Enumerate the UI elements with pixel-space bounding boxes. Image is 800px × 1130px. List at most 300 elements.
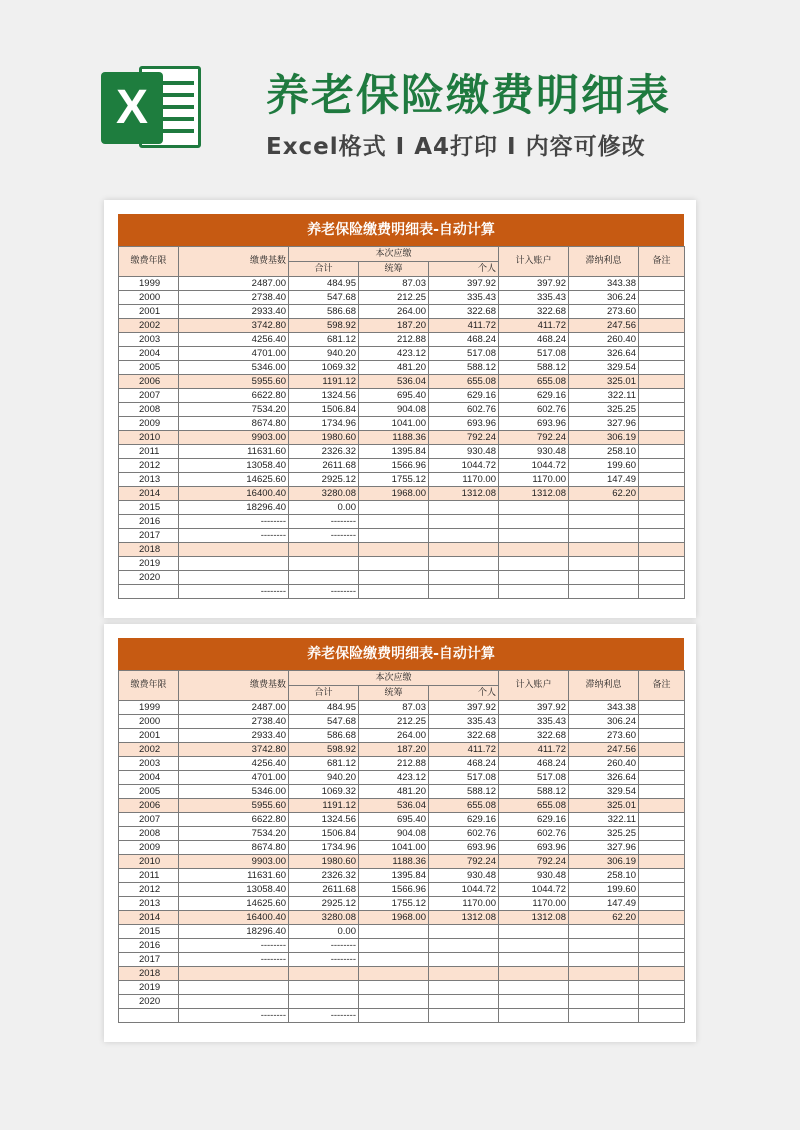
cell-year: 2010 [119,855,179,869]
cell-base: -------- [179,515,289,529]
table-row [119,431,685,445]
cell-note [639,571,685,585]
cell-interest: 343.38 [569,277,639,291]
table-row [119,841,685,855]
cell-note [639,953,685,967]
table-row [119,995,685,1009]
cell-note [639,1009,685,1023]
cell-account: 588.12 [499,785,569,799]
cell-base: 2933.40 [179,729,289,743]
cell-account: 602.76 [499,827,569,841]
cell-note [639,389,685,403]
header-current: 本次应缴 [289,671,499,686]
cell-note [639,403,685,417]
cell-interest [569,543,639,557]
cell-total: 2611.68 [289,883,359,897]
header-account: 计入账户 [499,671,569,701]
cell-personal: 792.24 [429,431,499,445]
cell-personal: 335.43 [429,291,499,305]
table-row [119,585,685,599]
cell-interest: 247.56 [569,319,639,333]
header-note: 备注 [639,671,685,701]
cell-year: 2009 [119,417,179,431]
cell-personal [429,925,499,939]
cell-account [499,543,569,557]
cell-year: 2005 [119,785,179,799]
table-row [119,347,685,361]
cell-base [179,543,289,557]
cell-interest: 325.01 [569,375,639,389]
cell-base: -------- [179,953,289,967]
cell-base: 3742.80 [179,319,289,333]
cell-account [499,1009,569,1023]
cell-year: 1999 [119,277,179,291]
cell-base: 5346.00 [179,785,289,799]
cell-base: 4701.00 [179,347,289,361]
cell-note [639,771,685,785]
cell-interest: 327.96 [569,841,639,855]
table-row [119,557,685,571]
header-interest: 滞纳利息 [569,671,639,701]
cell-total: 1980.60 [289,855,359,869]
cell-base: 6622.80 [179,813,289,827]
cell-base: 16400.40 [179,911,289,925]
cell-total: 2611.68 [289,459,359,473]
table-row [119,799,685,813]
cell-total: 0.00 [289,501,359,515]
cell-year: 2012 [119,459,179,473]
table-row [119,1009,685,1023]
cell-interest: 273.60 [569,729,639,743]
cell-year [119,585,179,599]
cell-account: 629.16 [499,813,569,827]
cell-pool [359,529,429,543]
cell-year: 2010 [119,431,179,445]
cell-personal [429,995,499,1009]
cell-total: 598.92 [289,319,359,333]
cell-pool: 423.12 [359,347,429,361]
cell-account [499,557,569,571]
cell-account: 602.76 [499,403,569,417]
cell-base: 2487.00 [179,701,289,715]
cell-base [179,967,289,981]
cell-account: 411.72 [499,319,569,333]
cell-year: 2000 [119,291,179,305]
table-header-row [119,671,685,686]
cell-personal: 1044.72 [429,883,499,897]
cell-account: 397.92 [499,277,569,291]
cell-pool [359,571,429,585]
cell-year: 2016 [119,515,179,529]
cell-total: 2925.12 [289,473,359,487]
cell-account [499,571,569,585]
cell-note [639,967,685,981]
cell-total: 3280.08 [289,911,359,925]
cell-interest [569,981,639,995]
table-row [119,757,685,771]
cell-interest [569,967,639,981]
cell-interest: 327.96 [569,417,639,431]
table-row [119,319,685,333]
cell-total: 1506.84 [289,827,359,841]
cell-total: -------- [289,1009,359,1023]
cell-interest: 326.64 [569,771,639,785]
cell-account: 468.24 [499,333,569,347]
cell-note [639,291,685,305]
cell-year: 2020 [119,995,179,1009]
cell-year: 2003 [119,757,179,771]
cell-pool [359,953,429,967]
cell-note [639,883,685,897]
cell-year: 2014 [119,911,179,925]
cell-year: 2018 [119,543,179,557]
cell-pool: 904.08 [359,403,429,417]
cell-year: 2008 [119,403,179,417]
cell-total: 1191.12 [289,375,359,389]
cell-interest: 62.20 [569,487,639,501]
table-row [119,515,685,529]
cell-note [639,487,685,501]
cell-personal: 693.96 [429,841,499,855]
cell-pool: 1968.00 [359,911,429,925]
cell-pool: 481.20 [359,785,429,799]
cell-total: 1506.84 [289,403,359,417]
table-row [119,389,685,403]
cell-interest: 325.01 [569,799,639,813]
cell-interest: 306.24 [569,715,639,729]
cell-total: 940.20 [289,771,359,785]
cell-total: 586.68 [289,305,359,319]
cell-base: 8674.80 [179,841,289,855]
cell-personal: 322.68 [429,729,499,743]
table-row [119,529,685,543]
header-personal: 个人 [429,686,499,701]
cell-total: -------- [289,529,359,543]
cell-interest: 322.11 [569,389,639,403]
cell-total: 1734.96 [289,841,359,855]
cell-interest: 147.49 [569,473,639,487]
cell-personal [429,981,499,995]
cell-account: 655.08 [499,375,569,389]
header-base: 缴费基数 [179,671,289,701]
cell-year: 2004 [119,771,179,785]
cell-base: 4256.40 [179,333,289,347]
cell-total [289,995,359,1009]
cell-personal: 1044.72 [429,459,499,473]
cell-base: 13058.40 [179,883,289,897]
cell-note [639,445,685,459]
table-row [119,925,685,939]
table-row [119,813,685,827]
table-row [119,953,685,967]
cell-personal: 397.92 [429,277,499,291]
cell-pool: 212.25 [359,715,429,729]
cell-account: 1312.08 [499,911,569,925]
table-row [119,291,685,305]
cell-note [639,305,685,319]
cell-year: 2020 [119,571,179,585]
cell-base [179,557,289,571]
cell-note [639,375,685,389]
cell-personal: 322.68 [429,305,499,319]
cell-year: 2019 [119,557,179,571]
cell-base: 4256.40 [179,757,289,771]
cell-base: 2933.40 [179,305,289,319]
cell-account [499,981,569,995]
cell-pool: 1188.36 [359,431,429,445]
cell-account: 1044.72 [499,459,569,473]
cell-note [639,361,685,375]
cell-note [639,473,685,487]
cell-note [639,995,685,1009]
cell-pool [359,501,429,515]
cell-interest [569,529,639,543]
cell-personal: 588.12 [429,785,499,799]
cell-personal: 1170.00 [429,897,499,911]
cell-account [499,501,569,515]
cell-personal: 335.43 [429,715,499,729]
cell-personal: 602.76 [429,827,499,841]
excel-logo-icon [101,60,205,154]
cell-account [499,939,569,953]
cell-account: 588.12 [499,361,569,375]
cell-note [639,813,685,827]
cell-personal: 655.08 [429,375,499,389]
cell-interest [569,925,639,939]
cell-note [639,417,685,431]
cell-total: 1980.60 [289,431,359,445]
cell-year: 2002 [119,319,179,333]
cell-interest: 260.40 [569,757,639,771]
cell-year: 2001 [119,729,179,743]
cell-personal: 517.08 [429,347,499,361]
cell-base: 5955.60 [179,375,289,389]
table-row [119,417,685,431]
cell-year: 2005 [119,361,179,375]
cell-personal: 629.16 [429,813,499,827]
cell-note [639,501,685,515]
cell-note [639,869,685,883]
cell-interest [569,515,639,529]
cell-pool: 1041.00 [359,417,429,431]
cell-pool: 1566.96 [359,459,429,473]
cell-total: 547.68 [289,715,359,729]
sheet-title: 养老保险缴费明细表-自动计算 [118,638,684,670]
cell-pool: 1041.00 [359,841,429,855]
table-row [119,571,685,585]
cell-total [289,557,359,571]
header-year: 缴费年限 [119,671,179,701]
sheet [118,214,684,599]
cell-year: 2003 [119,333,179,347]
cell-personal: 411.72 [429,319,499,333]
cell-personal: 588.12 [429,361,499,375]
cell-pool: 423.12 [359,771,429,785]
cell-account: 1312.08 [499,487,569,501]
header-base: 缴费基数 [179,247,289,277]
cell-base: 9903.00 [179,431,289,445]
cell-note [639,715,685,729]
cell-account: 517.08 [499,771,569,785]
table-row [119,771,685,785]
cell-account: 1044.72 [499,883,569,897]
sheet-title: 养老保险缴费明细表-自动计算 [118,214,684,246]
table-row [119,361,685,375]
table-row [119,701,685,715]
cell-pool [359,585,429,599]
header-account: 计入账户 [499,247,569,277]
cell-year: 2004 [119,347,179,361]
table-row [119,981,685,995]
cell-personal [429,1009,499,1023]
table-row [119,487,685,501]
cell-account: 930.48 [499,869,569,883]
cell-note [639,543,685,557]
cell-interest [569,501,639,515]
cell-base: 3742.80 [179,743,289,757]
cell-note [639,333,685,347]
table-row [119,729,685,743]
cell-total [289,981,359,995]
cell-interest: 329.54 [569,361,639,375]
cell-year: 2017 [119,529,179,543]
table-row [119,855,685,869]
cell-account: 693.96 [499,841,569,855]
cell-interest: 273.60 [569,305,639,319]
cell-total: 547.68 [289,291,359,305]
table-row [119,883,685,897]
cell-year: 2007 [119,813,179,827]
header-interest: 滞纳利息 [569,247,639,277]
table-row [119,403,685,417]
cell-pool: 536.04 [359,799,429,813]
cell-pool: 481.20 [359,361,429,375]
cell-pool: 1755.12 [359,473,429,487]
cell-year: 2011 [119,869,179,883]
cell-pool: 695.40 [359,389,429,403]
cell-personal [429,557,499,571]
cell-total: 1324.56 [289,813,359,827]
cell-note [639,459,685,473]
cell-interest [569,571,639,585]
cell-interest: 306.24 [569,291,639,305]
cell-pool [359,939,429,953]
cell-base [179,981,289,995]
table-row [119,305,685,319]
cell-interest [569,939,639,953]
cell-base: 14625.60 [179,473,289,487]
cell-base: 2487.00 [179,277,289,291]
cell-pool: 1968.00 [359,487,429,501]
cell-personal: 792.24 [429,855,499,869]
cell-total: 681.12 [289,757,359,771]
table-row [119,743,685,757]
cell-note [639,431,685,445]
cell-base: -------- [179,939,289,953]
cell-account: 792.24 [499,855,569,869]
table-row [119,473,685,487]
header-pool: 统筹 [359,686,429,701]
cell-base: 18296.40 [179,925,289,939]
cell-personal: 930.48 [429,445,499,459]
cell-year: 2006 [119,799,179,813]
cell-year: 2009 [119,841,179,855]
cell-interest: 62.20 [569,911,639,925]
cell-total: 3280.08 [289,487,359,501]
cell-base: 11631.60 [179,445,289,459]
cell-pool: 212.25 [359,291,429,305]
cell-interest: 343.38 [569,701,639,715]
cell-total: 2925.12 [289,897,359,911]
cell-interest: 147.49 [569,897,639,911]
cell-base: 5955.60 [179,799,289,813]
cell-account: 468.24 [499,757,569,771]
payment-table [118,670,685,1023]
cell-note [639,855,685,869]
cell-pool: 87.03 [359,701,429,715]
cell-personal: 1170.00 [429,473,499,487]
cell-pool [359,981,429,995]
cell-year: 1999 [119,701,179,715]
cell-base: 5346.00 [179,361,289,375]
header-year: 缴费年限 [119,247,179,277]
cell-interest: 258.10 [569,869,639,883]
cell-base: 7534.20 [179,827,289,841]
cell-account: 517.08 [499,347,569,361]
cell-account [499,515,569,529]
cell-year: 2007 [119,389,179,403]
cell-pool: 1188.36 [359,855,429,869]
cell-total: 1324.56 [289,389,359,403]
cell-year: 2013 [119,897,179,911]
cell-interest: 325.25 [569,827,639,841]
cell-account: 693.96 [499,417,569,431]
cell-total: 1069.32 [289,361,359,375]
cell-base: 7534.20 [179,403,289,417]
cell-base: -------- [179,585,289,599]
cell-personal: 397.92 [429,701,499,715]
cell-total: 484.95 [289,277,359,291]
cell-note [639,841,685,855]
cell-note [639,701,685,715]
cell-base: 2738.40 [179,715,289,729]
cell-note [639,585,685,599]
cell-note [639,515,685,529]
table-row [119,375,685,389]
cell-account: 629.16 [499,389,569,403]
cell-interest: 325.25 [569,403,639,417]
cell-pool [359,515,429,529]
cell-total: -------- [289,585,359,599]
cell-pool: 212.88 [359,333,429,347]
cell-total: -------- [289,515,359,529]
cell-interest: 247.56 [569,743,639,757]
cell-interest: 306.19 [569,431,639,445]
sheet [118,638,684,1023]
cell-base: 16400.40 [179,487,289,501]
cell-pool [359,543,429,557]
cell-account: 1170.00 [499,897,569,911]
cell-personal: 1312.08 [429,487,499,501]
cell-pool: 904.08 [359,827,429,841]
cell-interest: 258.10 [569,445,639,459]
cell-personal [429,501,499,515]
table-row [119,543,685,557]
cell-base: 18296.40 [179,501,289,515]
cell-pool: 212.88 [359,757,429,771]
cell-pool: 1566.96 [359,883,429,897]
table-row [119,939,685,953]
